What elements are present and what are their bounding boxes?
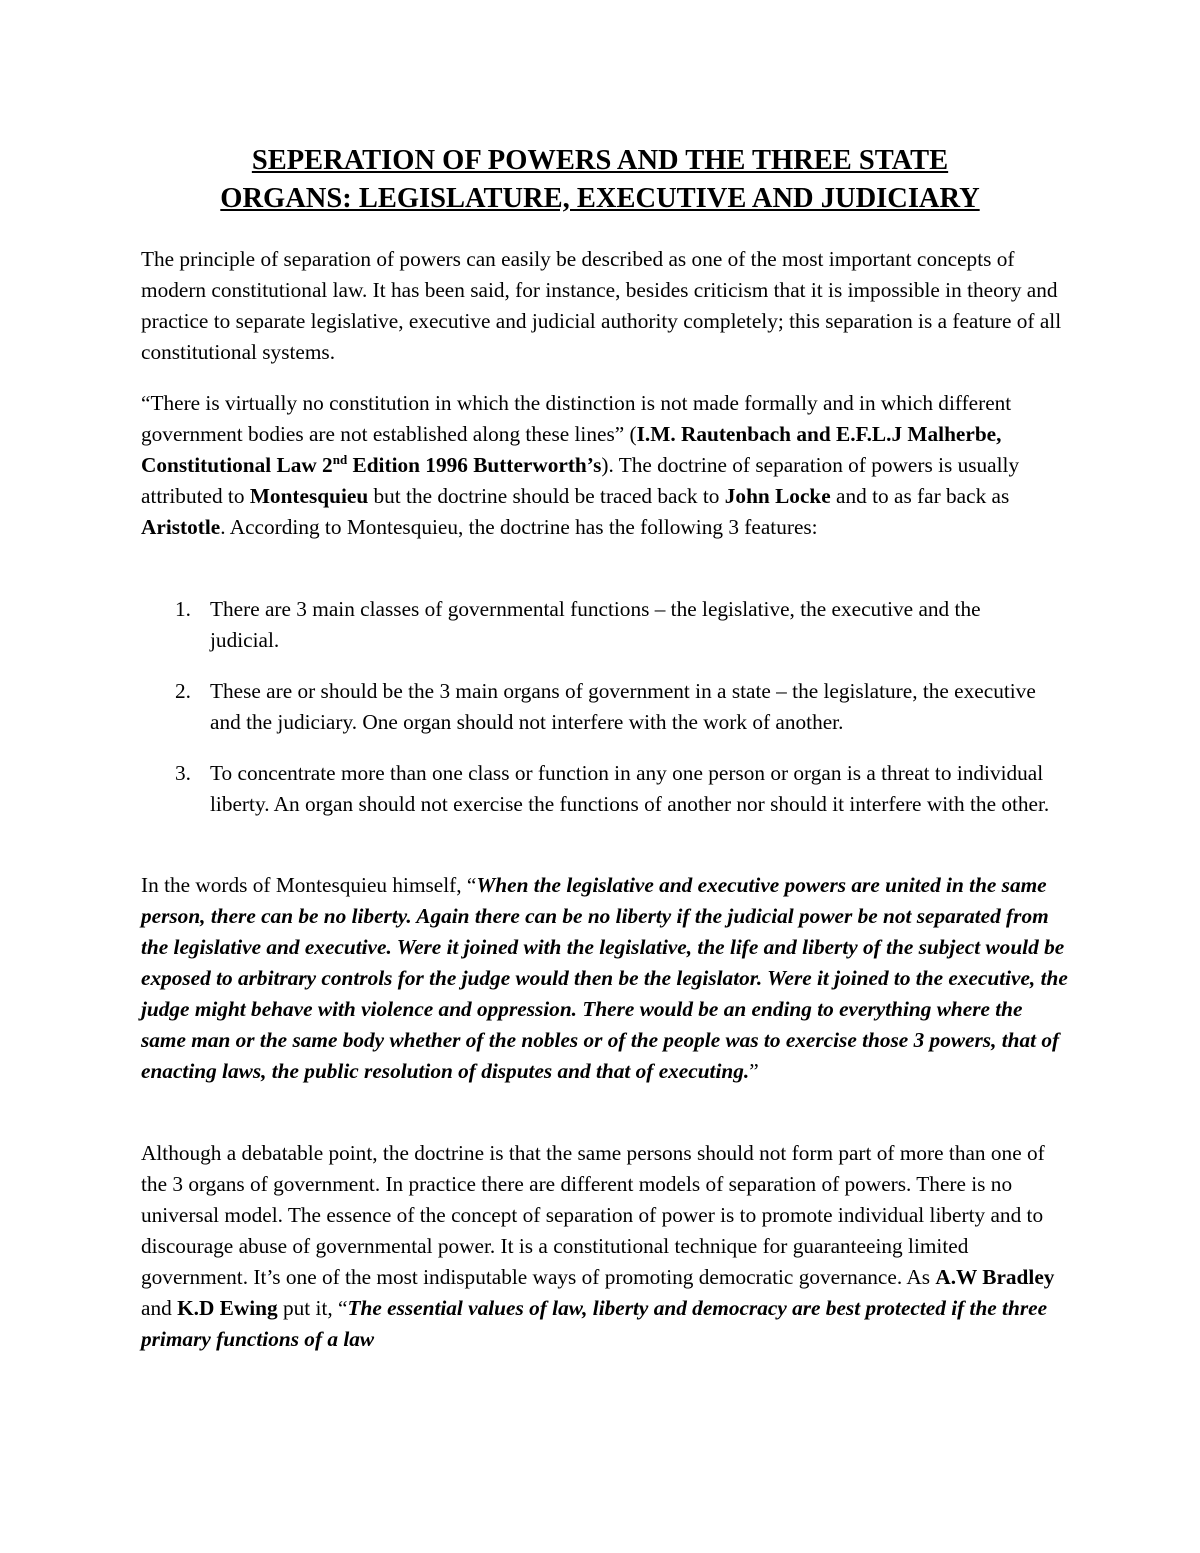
bradley-ewing-quote: The essential values of law, liberty and democracy are best protected if the three primary functions of a law <box>141 1296 1048 1351</box>
title-line-1: SEPERATION OF POWERS AND THE THREE STATE <box>251 145 949 176</box>
title-line-2: ORGANS: LEGISLATURE, EXECUTIVE AND JUDICIARY <box>220 183 980 214</box>
montesquieu-quote: When the legislative and executive powers are united in the same person, there can be no liberty. Again there can be no liberty if the judicial power be not separated from the legislative and executive. Were it joined with the legislative, the life and liberty of the subject would be exposed to arbitrary controls for the judge would then be the legislator. Were it joined to the executive, the judge might behave with violence and oppression. There would be an ending to everything where the same man or the same body whether of the nobles or of the people was to exercise those 3 powers, that of enacting laws, the public resolution of disputes and that of executing. <box>141 873 1068 1083</box>
list-number: 1. <box>175 597 191 621</box>
name-john-locke: John Locke <box>724 484 831 508</box>
citation-superscript: nd <box>332 451 348 467</box>
quote-text: “There is virtually no constitution in which the distinction is not made formally and in which different government bodies are not established along these lines” ( <box>141 391 1012 446</box>
name-ewing: K.D Ewing <box>177 1296 278 1320</box>
paragraph-quote-citation: “There is virtually no constitution in which the distinction is not made formally and in which different government bodies are not established along these lines” (I.M. Rautenbach and E.F.L.J Malherbe, Constitutional Law 2nd Edition 1996 Butterworth’s). The doctrine of separation of powers is usually attributed to Montesquieu but the doctrine should be traced back to John Locke and to as far back as Aristotle. According to Montesquieu, the doctrine has the following 3 features: <box>141 391 1020 539</box>
name-aristotle: Aristotle <box>141 515 221 539</box>
paragraph-montesquieu-quote: In the words of Montesquieu himself, “When the legislative and executive powers are united in the same person, there can be no liberty. Again there can be no liberty if the judicial power be not separated from the legislative and executive. Were it joined with the legislative, the life and liberty of the subject would be exposed to arbitrary controls for the judge would then be the legislator. Were it joined to the executive, the judge might behave with violence and oppression. There would be an ending to everything where the same man or the same body whether of the nobles or of the people was to exercise those 3 powers, that of enacting laws, the public resolution of disputes and that of executing.” <box>141 873 1068 1083</box>
list-text: There are 3 main classes of governmental functions – the legislative, the executive and the judicial. <box>210 597 981 652</box>
name-bradley: A.W Bradley <box>935 1265 1055 1289</box>
list-number: 3. <box>175 761 191 785</box>
paragraph-debatable-point: Although a debatable point, the doctrine is that the same persons should not form part of more than one of the 3 organs of government. In practice there are different models of separation of powers. There is no universal model. The essence of the concept of separation of power is to promote individual liberty and to discourage abuse of governmental power. It is a constitutional technique for guaranteeing limited government. It’s one of the most indisputable ways of promoting democratic governance. As A.W Bradley and K.D Ewing put it, “The essential values of law, liberty and democracy are best protected if the three primary functions of a law <box>141 1141 1055 1351</box>
name-montesquieu: Montesquieu <box>249 484 369 508</box>
list-number: 2. <box>175 679 191 703</box>
document-title <box>100 142 1100 218</box>
list-text: To concentrate more than one class or function in any one person or organ is a threat to individual liberty. An organ should not exercise the functions of another nor should it interfere with the other. <box>210 761 1050 816</box>
paragraph-intro: The principle of separation of powers can easily be described as one of the most important concepts of modern constitutional law. It has been said, for instance, besides criticism that it is impossible in theory and practice to separate legislative, executive and judicial authority completely; this separation is a feature of all constitutional systems. <box>141 247 1062 364</box>
citation-authors: I.M. Rautenbach and E.F.L.J Malherbe, Constitutional Law 2nd Edition 1996 Butterworth’s <box>141 422 1002 477</box>
list-text: These are or should be the 3 main organs of government in a state – the legislature, the executive and the judiciary. One organ should not interfere with the work of another. <box>210 679 1036 734</box>
